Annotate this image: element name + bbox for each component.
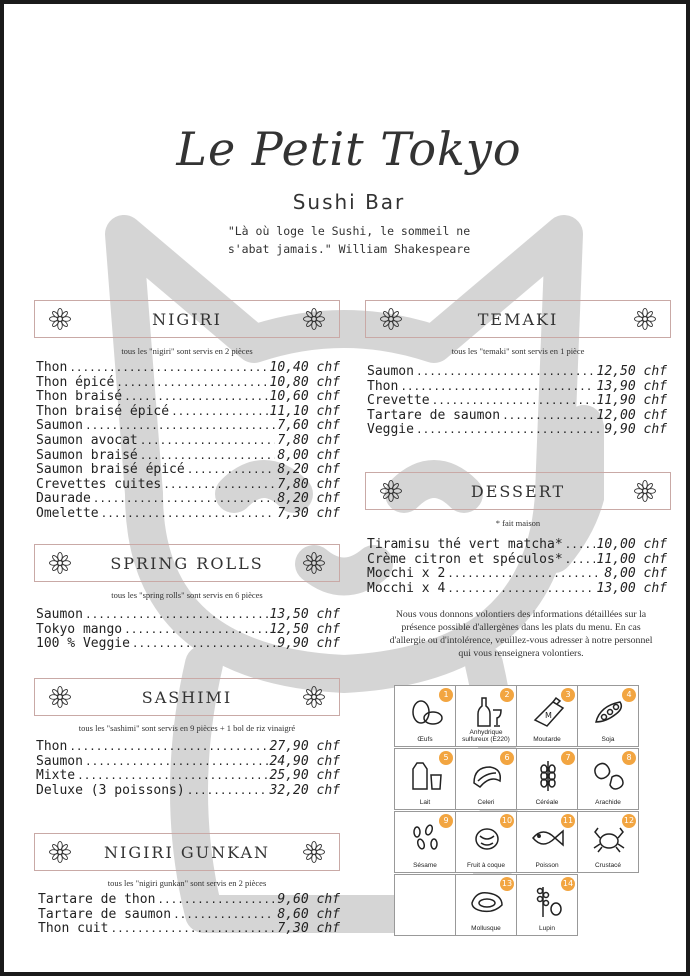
allergen-number: 12 [622, 814, 636, 828]
allergen-label: Moutarde [533, 736, 561, 743]
allergen-cell [577, 685, 639, 747]
allergen-label: Sésame [413, 862, 437, 869]
item-name: Thon braisé épicé [36, 403, 170, 419]
item-name: Thon [367, 378, 399, 394]
item-name: Thon braisé [36, 389, 123, 405]
restaurant-name: Le Petit Tokyo [176, 122, 522, 176]
allergen-cell [394, 748, 456, 810]
item-price: 7,80 chf [277, 432, 340, 448]
peanut-icon [590, 759, 628, 791]
section-note: tous les "spring rolls" sont servis en 6 pièces [111, 590, 263, 600]
fish-icon [529, 822, 567, 854]
flower-icon [49, 686, 71, 708]
dot-leader [77, 769, 267, 784]
allergen-number: 3 [561, 688, 575, 702]
item-price: 10,40 chf [269, 360, 340, 375]
item-name: Daurade [36, 491, 91, 507]
allergen-label: Anhydrique sulfureux (E220) [462, 729, 510, 743]
dot-leader [502, 409, 594, 424]
allergen-label: Céréale [535, 799, 559, 806]
item-name: Saumon [36, 607, 83, 622]
menu-item [36, 492, 340, 507]
dot-leader [187, 784, 268, 799]
oyster-icon [468, 885, 506, 917]
dot-leader [416, 423, 602, 438]
allergen-info-text: Nous vous donnons volontiers des informations détaillées sur la présence possible d'allergènes dans les plats du menu. En cas d'allergie ou d'intolérence, veuillez-vous adresser à notre personnel qui vous renseignera volontiers. [389, 609, 653, 659]
item-name: Omelette [36, 505, 99, 521]
allergen-cell [455, 811, 517, 873]
item-price: 13,90 chf [596, 378, 667, 394]
allergen-label: Lait [419, 799, 431, 806]
nigiri-header [34, 300, 340, 338]
allergen-number: 9 [439, 814, 453, 828]
svg-text:M: M [545, 711, 552, 720]
dot-leader [173, 908, 275, 923]
allergen-number: 10 [500, 814, 514, 828]
item-name: Mocchi x 4 [367, 580, 446, 596]
restaurant-subtitle: Sushi Bar [292, 190, 406, 214]
menu-item [36, 784, 340, 799]
flower-icon [49, 552, 71, 574]
allergen-label: Celeri [477, 799, 495, 806]
allergen-label: Lupin [539, 925, 555, 932]
menu-page [4, 4, 686, 972]
spring-rolls-header [34, 544, 340, 582]
dot-leader [416, 365, 595, 380]
section-note: tous les "sashimi" sont servis en 9 pièces + 1 bol de riz vinaigré [78, 723, 296, 733]
flower-icon [634, 308, 656, 330]
menu-item [367, 567, 667, 582]
nigiri-list [36, 361, 340, 522]
item-price: 13,50 chf [269, 607, 340, 622]
menu-item [367, 582, 667, 597]
gunkan-list [38, 893, 340, 937]
menu-item [38, 893, 340, 908]
section-note: tous les "nigiri" sont servis en 2 pièces [121, 346, 253, 356]
item-name: Tiramisu thé vert matcha* [367, 537, 563, 552]
celery-icon [468, 759, 506, 791]
quote-line-1: "Là où loge le Sushi, le sommeil ne [227, 224, 471, 238]
allergen-label: Arachide [595, 799, 621, 806]
section-title: NIGIRI GUNKAN [104, 842, 270, 862]
item-price: 12,50 chf [269, 621, 340, 637]
menu-item [36, 419, 340, 434]
wine-bottle-icon [468, 696, 506, 728]
item-name: Tartare de saumon [38, 906, 172, 922]
section-note: tous les "nigiri gunkan" sont servis en 2 pièces [107, 878, 267, 888]
menu-item [36, 478, 340, 493]
item-name: Mocchi x 2 [367, 566, 446, 582]
item-name: Tokyo mango [36, 621, 123, 637]
allergen-cell [516, 811, 578, 873]
allergen-cell [516, 685, 578, 747]
wheat-icon [529, 759, 567, 791]
menu-item [36, 434, 340, 449]
menu-item [367, 538, 667, 553]
item-price: 13,00 chf [596, 580, 667, 596]
menu-item [38, 922, 340, 937]
item-price: 25,90 chf [269, 768, 340, 784]
dot-leader [132, 637, 275, 652]
item-price: 7,80 chf [277, 476, 340, 492]
allergen-cell [516, 874, 578, 936]
item-price: 10,60 chf [269, 389, 340, 405]
menu-item [36, 463, 340, 478]
menu-item [367, 394, 667, 409]
dot-leader [400, 380, 594, 395]
item-price: 10,80 chf [269, 374, 340, 390]
allergen-number: 2 [500, 688, 514, 702]
flower-icon [380, 308, 402, 330]
allergen-label: Fruit à coque [467, 862, 505, 869]
item-price: 7,30 chf [277, 505, 340, 521]
menu-item [367, 365, 667, 380]
flower-icon [49, 308, 71, 330]
section-note: * fait maison [495, 518, 541, 528]
allergen-number: 6 [500, 751, 514, 765]
item-price: 27,90 chf [269, 739, 340, 754]
item-price: 7,60 chf [277, 418, 340, 434]
section-note: tous les "temaki" sont servis en 1 pièce [451, 346, 585, 356]
item-price: 9,90 chf [604, 422, 667, 438]
item-price: 8,00 chf [277, 447, 340, 463]
dot-leader [140, 434, 276, 449]
sashimi-list [36, 740, 340, 798]
dot-leader [447, 582, 594, 597]
allergen-number: 14 [561, 877, 575, 891]
dot-leader [187, 463, 276, 478]
menu-item [36, 390, 340, 405]
item-price: 24,90 chf [269, 753, 340, 769]
item-price: 11,90 chf [596, 393, 667, 409]
allergen-cell-empty [394, 874, 456, 936]
item-name: Thon cuit [38, 921, 109, 937]
menu-item [36, 637, 340, 652]
item-name: Tartare de saumon [367, 407, 501, 423]
allergen-label: Mollusque [471, 925, 501, 932]
item-price: 12,50 chf [596, 364, 667, 379]
menu-item [36, 405, 340, 420]
item-name: Veggie [367, 422, 414, 438]
allergen-number: 8 [622, 751, 636, 765]
section-title: NIGIRI [152, 309, 222, 329]
dessert-list [367, 538, 667, 596]
allergen-number: 7 [561, 751, 575, 765]
menu-item [367, 409, 667, 424]
spring-rolls-list [36, 608, 340, 652]
allergen-cell [455, 685, 517, 747]
dot-leader [432, 394, 595, 409]
item-name: Saumon [36, 753, 83, 769]
allergen-cell [577, 811, 639, 873]
allergen-label: Crustacé [594, 862, 621, 869]
allergen-label: Poisson [535, 862, 559, 869]
item-price: 10,00 chf [596, 537, 667, 552]
flower-icon [303, 686, 325, 708]
item-price: 8,20 chf [277, 462, 340, 478]
allergen-cell [455, 748, 517, 810]
item-price: 8,60 chf [277, 906, 340, 922]
item-name: Thon [36, 360, 68, 375]
dot-leader [447, 567, 602, 582]
lupin-icon [529, 885, 567, 917]
item-name: Mixte [36, 768, 76, 784]
item-price: 11,00 chf [596, 551, 667, 567]
item-name: Thon épicé [36, 374, 115, 390]
menu-item [36, 740, 340, 755]
nut-icon [468, 822, 506, 854]
item-name: Saumon braisé [36, 447, 138, 463]
allergen-number: 1 [439, 688, 453, 702]
item-name: Saumon avocat [36, 432, 138, 448]
dot-leader [565, 553, 595, 568]
item-name: Tartare de thon [38, 892, 156, 907]
section-title: TEMAKI [477, 309, 559, 329]
flower-icon [634, 480, 656, 502]
milk-icon [407, 759, 445, 791]
dot-leader [69, 740, 267, 755]
menu-item [367, 423, 667, 438]
menu-item [36, 361, 340, 376]
dessert-header [365, 472, 671, 510]
menu-item [36, 376, 340, 391]
allergen-cell [516, 748, 578, 810]
item-name: 100 % Veggie [36, 636, 130, 652]
allergen-cell [394, 685, 456, 747]
dot-leader [69, 361, 267, 376]
item-name: Thon [36, 739, 68, 754]
allergen-cell [455, 874, 517, 936]
menu-item [38, 908, 340, 923]
flower-icon [303, 308, 325, 330]
shakespeare-quote [199, 222, 499, 258]
eggs-icon [407, 696, 445, 728]
dot-leader [85, 419, 275, 434]
dot-leader [124, 390, 267, 405]
flower-icon [303, 841, 325, 863]
flower-icon [49, 841, 71, 863]
dot-leader [101, 507, 276, 522]
item-price: 11,10 chf [269, 403, 340, 419]
dot-leader [163, 478, 275, 493]
section-title: SASHIMI [141, 687, 233, 707]
gunkan-header [34, 833, 340, 871]
menu-item [367, 380, 667, 395]
allergen-number: 5 [439, 751, 453, 765]
allergen-label: Soja [601, 736, 615, 743]
menu-item [36, 769, 340, 784]
menu-item [36, 507, 340, 522]
item-name: Saumon [367, 364, 414, 379]
dot-leader [124, 623, 267, 638]
item-price: 8,20 chf [277, 491, 340, 507]
item-name: Crevette [367, 393, 430, 409]
allergen-grid [394, 685, 676, 938]
item-price: 12,00 chf [596, 407, 667, 423]
item-price: 9,60 chf [277, 892, 340, 907]
dot-leader [85, 755, 268, 770]
dot-leader [140, 449, 276, 464]
dot-leader [157, 893, 275, 908]
temaki-list [367, 365, 667, 438]
allergen-number: 4 [622, 688, 636, 702]
dot-leader [110, 922, 275, 937]
temaki-header [365, 300, 671, 338]
item-price: 8,00 chf [604, 566, 667, 582]
dot-leader [93, 492, 276, 507]
allergen-label: Œufs [417, 736, 433, 743]
dot-leader [116, 376, 267, 391]
sesame-icon [407, 822, 445, 854]
dot-leader [565, 538, 595, 553]
section-title: DESSERT [470, 481, 566, 501]
allergen-cell [394, 811, 456, 873]
dot-leader [171, 405, 267, 420]
flower-icon [303, 552, 325, 574]
quote-line-2: s'abat jamais." William Shakespeare [227, 242, 471, 256]
item-name: Crevettes cuites [36, 476, 162, 492]
mustard-icon [529, 696, 567, 728]
allergen-number: 11 [561, 814, 575, 828]
item-name: Saumon braisé épicé [36, 462, 185, 478]
item-name: Saumon [36, 418, 83, 434]
menu-item [36, 449, 340, 464]
soy-icon [590, 696, 628, 728]
menu-item [36, 755, 340, 770]
flower-icon [380, 480, 402, 502]
allergen-cell [577, 748, 639, 810]
menu-item [36, 623, 340, 638]
crab-icon [590, 822, 628, 854]
dot-leader [85, 608, 268, 623]
item-price: 9,90 chf [277, 636, 340, 652]
menu-item [36, 608, 340, 623]
menu-item [367, 553, 667, 568]
allergen-number: 13 [500, 877, 514, 891]
sashimi-header [34, 678, 340, 716]
section-title: SPRING ROLLS [110, 553, 264, 573]
item-price: 7,30 chf [277, 921, 340, 937]
item-name: Deluxe (3 poissons) [36, 782, 185, 798]
item-name: Crème citron et spéculos* [367, 551, 563, 567]
item-price: 32,20 chf [269, 782, 340, 798]
